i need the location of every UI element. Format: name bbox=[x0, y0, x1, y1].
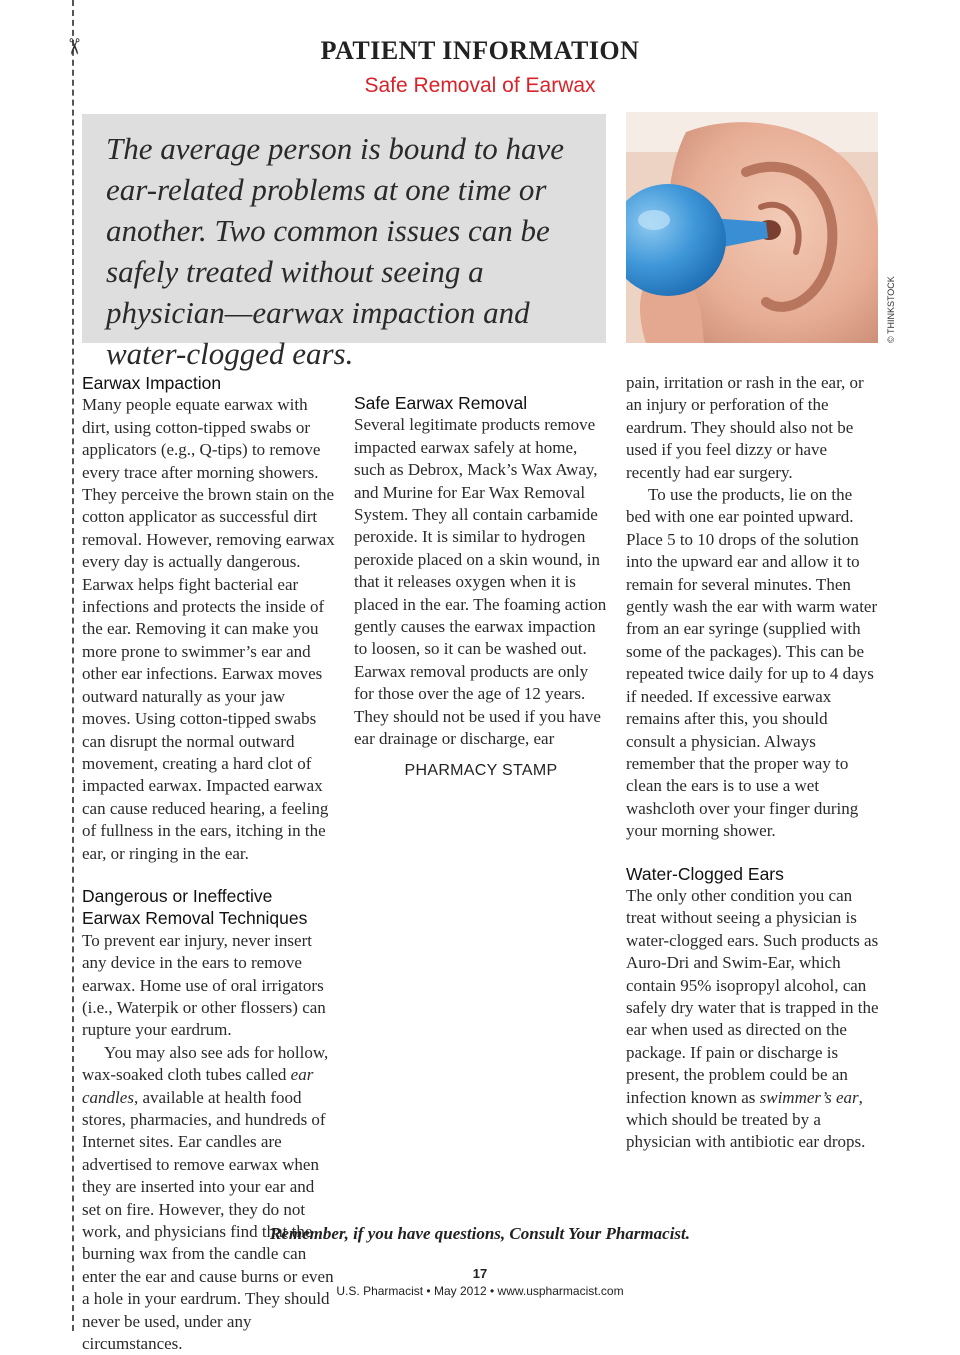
page-title: PATIENT INFORMATION bbox=[320, 36, 640, 65]
swimmers-ear-term: swimmer’s ear bbox=[759, 1087, 859, 1107]
water-text-after: , which should be treated by a physician with antibiotic ear drops. bbox=[626, 1087, 866, 1152]
heading-safe-removal: Safe Earwax Removal bbox=[354, 393, 528, 413]
intro-quote: The average person is bound to have ear-related problems at one time or another. Two common issues can be safely treated without seeing a physician—earwax impaction and water-clogged ears. bbox=[82, 114, 606, 343]
water-text-before: The only other condition you can treat without seeing a physician is water-clogged ears. Such products as Auro-Dri and Swim-Ear, which contain 95% isopropyl alcohol, can safely dry water that is trapped in the ear when used as directed on the package. If pain or discharge is present, the problem could be an infection known as bbox=[626, 885, 879, 1107]
cut-line bbox=[72, 0, 74, 1331]
heading-dangerous-line2: Earwax Removal Techniques bbox=[82, 908, 308, 929]
ear-candles-term: ear candles bbox=[82, 1065, 314, 1107]
ear-syringe-photo bbox=[626, 112, 878, 343]
ear-candles-text-after: , available at health food stores, pharmacies, and hundreds of Internet sites. Ear candles are advertised to remove earwax when they are inserted into your ear and set on fire. However, they do not work, and physicians find that the burning wax from the candle can enter the ear and cause burns or even a hole in your eardrum. They should never be used, under any circumstances. bbox=[82, 1087, 334, 1354]
photo-illustration bbox=[626, 112, 878, 343]
paragraph-dangerous-1: To prevent ear injury, never insert any device in the ears to remove earwax. Home use of oral irrigators (i.e., Waterpik or other flossers) can rupture your eardrum. bbox=[82, 930, 326, 1040]
ear-candles-text-before: You may also see ads for hollow, wax-soaked cloth tubes called bbox=[82, 1042, 329, 1085]
paragraph-ear-candles-part1 bbox=[82, 1042, 336, 1355]
publication-line: U.S. Pharmacist • May 2012 • www.uspharmacist.com bbox=[336, 1284, 624, 1298]
column-1 bbox=[82, 372, 336, 1355]
heading-earwax-impaction: Earwax Impaction bbox=[82, 373, 222, 393]
page-subtitle: Safe Removal of Earwax bbox=[364, 74, 596, 97]
paragraph-water bbox=[626, 885, 880, 1154]
paragraph-safe-2: To use the products, lie on the bed with one ear pointed upward. Place 5 to 10 drops of the solution into the upward ear and allow it to remain for several minutes. Then gently wash the ear with warm water from an ear syringe (supplied with some of the packages). This can be repeated twice daily for up to 4 days if needed. If excessive earwax remains after this, you should consult a physician. Always remember that the proper way to clean the ears is to use a wet washcloth over your finger during your morning shower. bbox=[626, 485, 878, 841]
paragraph-impaction: Many people equate earwax with dirt, using cotton-tipped swabs or applicators (e.g., Q-tips) to remove every trace after morning showers. They perceive the brown stain on the cotton applicator as successful dirt removal. However, removing earwax every day is actually dangerous. Earwax helps fight bacterial ear infections and protects the inside of the ear. Removing it can make you more prone to swimmer’s ear and other ear infections. Earwax moves outward naturally as your jaw moves. Using cotton-tipped swabs can disrupt the normal outward movement, creating a hard clot of impacted earwax. Impacted earwax can cause reduced hearing, a feeling of fullness in the ears, itching in the ear, or ringing in the ear. bbox=[82, 395, 335, 863]
photo-credit: © THINKSTOCK bbox=[886, 276, 896, 343]
footer-note: Remember, if you have questions, Consult Your Pharmacist. bbox=[269, 1224, 691, 1243]
column-3 bbox=[626, 372, 880, 1154]
heading-dangerous-line1: Dangerous or Ineffective bbox=[82, 885, 273, 906]
scissors-icon: ✂ bbox=[60, 37, 86, 56]
heading-dangerous-techniques bbox=[82, 885, 336, 930]
pharmacy-stamp-label: PHARMACY STAMP bbox=[404, 761, 558, 779]
paragraph-safe-1-continued: pain, irritation or rash in the ear, or an injury or perforation of the eardrum. They should also not be used if you feel dizzy or have recently had ear surgery. bbox=[626, 373, 864, 482]
column-2 bbox=[354, 372, 608, 782]
paragraph-safe-1: Several legitimate products remove impacted earwax safely at home, such as Debrox, Mack’s Wax Away, and Murine for Ear Wax Removal System. They all contain carbamide peroxide. It is similar to hydrogen peroxide placed on a skin wound, in that it releases oxygen when it is placed in the ear. The foaming action gently causes the earwax impaction to loosen, so it can be washed out. Earwax removal products are only for those over the age of 12 years. They should not be used if you have ear drainage or discharge, ear bbox=[354, 415, 607, 749]
heading-water-clogged-ears: Water-Clogged Ears bbox=[626, 863, 784, 884]
page-number: 17 bbox=[472, 1266, 488, 1281]
